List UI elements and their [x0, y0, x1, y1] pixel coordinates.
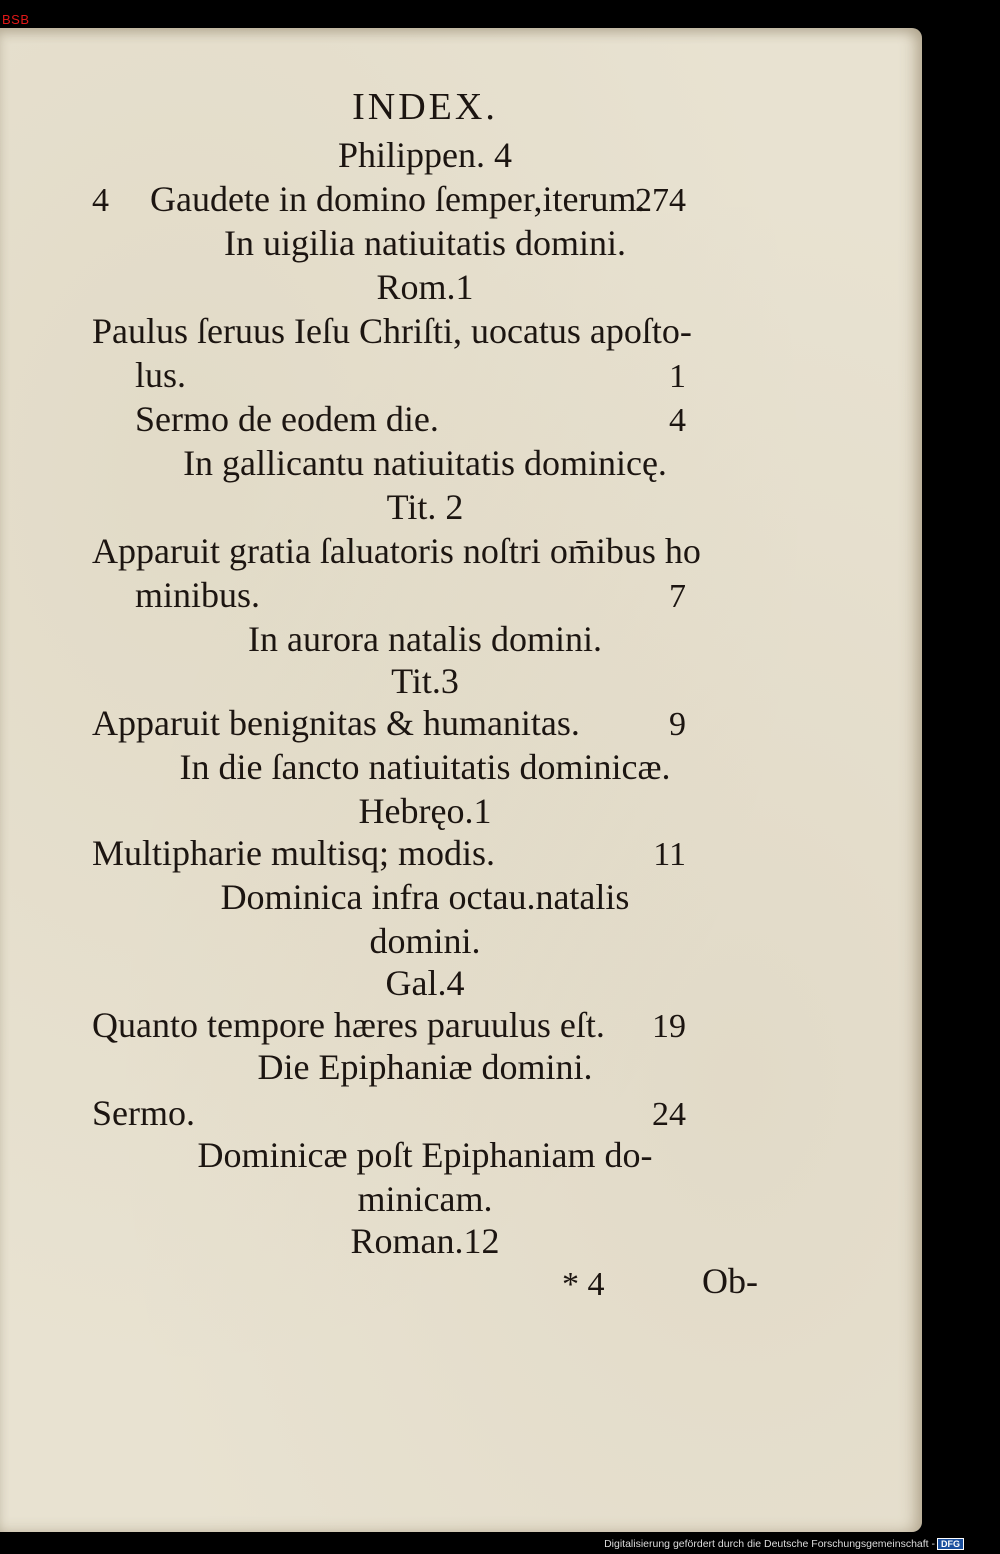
index-heading-rom1: Rom.1 — [376, 267, 474, 307]
bsb-watermark: BSB — [2, 12, 30, 27]
credit-text: Digitalisierung gefördert durch die Deutsche Forschungsgemeinschaft - — [604, 1537, 935, 1550]
index-heading-epiphaniae: Die Epiphaniæ domini. — [257, 1047, 593, 1087]
digitization-credit — [604, 1538, 964, 1550]
index-heading-dominicae-post-cont: minicam. — [357, 1179, 493, 1219]
index-heading-die-sancto: In die ſancto natiuitatis dominicæ. — [179, 747, 671, 787]
index-heading-gal4: Gal.4 — [385, 963, 465, 1003]
index-heading-aurora: In aurora natalis domini. — [248, 619, 602, 659]
page-ref-apparuit-gratia: 7 — [669, 578, 686, 615]
index-entry-gaudete: Gaudete in domino ſemper,iterum. — [150, 179, 646, 219]
index-entry-multipharie: Multipharie multisq; modis. — [92, 833, 495, 873]
page-ref-gaudete: 274 — [635, 182, 686, 219]
index-entry-sermo: Sermo. — [92, 1093, 195, 1133]
index-heading-uigilia: In uigilia natiuitatis domini. — [224, 223, 626, 263]
dfg-logo: DFG — [937, 1538, 964, 1550]
page-ref-sermo: 24 — [652, 1096, 686, 1133]
index-entry-apparuit-gratia-cont: minibus. — [135, 575, 261, 615]
index-heading-philippen: Philippen. 4 — [337, 135, 512, 175]
page-ref-paulus: 1 — [669, 358, 686, 395]
index-heading-dominica-infra: Dominica infra octau.natalis — [220, 877, 630, 917]
index-heading-dominicae-post: Dominicæ poſt Epiphaniam do- — [197, 1135, 653, 1175]
index-heading-hebreo1: Hebręo.1 — [358, 791, 492, 831]
page-title: INDEX. — [352, 86, 498, 128]
index-heading-tit2: Tit. 2 — [386, 487, 464, 527]
index-entry-paulus-cont: lus. — [135, 355, 187, 395]
page-ref-sermo-eodem: 4 — [669, 402, 686, 439]
catchword: Ob- — [702, 1261, 758, 1301]
page-ref-quanto: 19 — [652, 1008, 686, 1045]
index-entry-apparuit-benignitas: Apparuit benignitas & humanitas. — [92, 703, 580, 743]
signature-mark: * 4 — [562, 1266, 605, 1303]
index-entry-apparuit-gratia: Apparuit gratia ſaluatoris noſtri om̄ibus ho — [92, 531, 701, 571]
book-page — [0, 28, 922, 1532]
index-entry-paulus: Paulus ſeruus Ieſu Chriſti, uocatus apoſto- — [92, 311, 692, 351]
index-heading-gallicantu: In gallicantu natiuitatis dominicę. — [183, 443, 667, 483]
index-entry-sermo-eodem: Sermo de eodem die. — [135, 399, 439, 439]
index-entry-quanto: Quanto tempore hæres paruulus eſt. — [92, 1005, 605, 1045]
index-heading-roman12: Roman.12 — [350, 1221, 500, 1261]
index-heading-dominica-infra-cont: domini. — [369, 921, 481, 961]
index-heading-tit3: Tit.3 — [391, 661, 459, 701]
page-ref-apparuit-benignitas: 9 — [669, 706, 686, 743]
page-ref-multipharie: 11 — [653, 836, 686, 873]
margin-chapter-number: 4 — [92, 182, 109, 219]
